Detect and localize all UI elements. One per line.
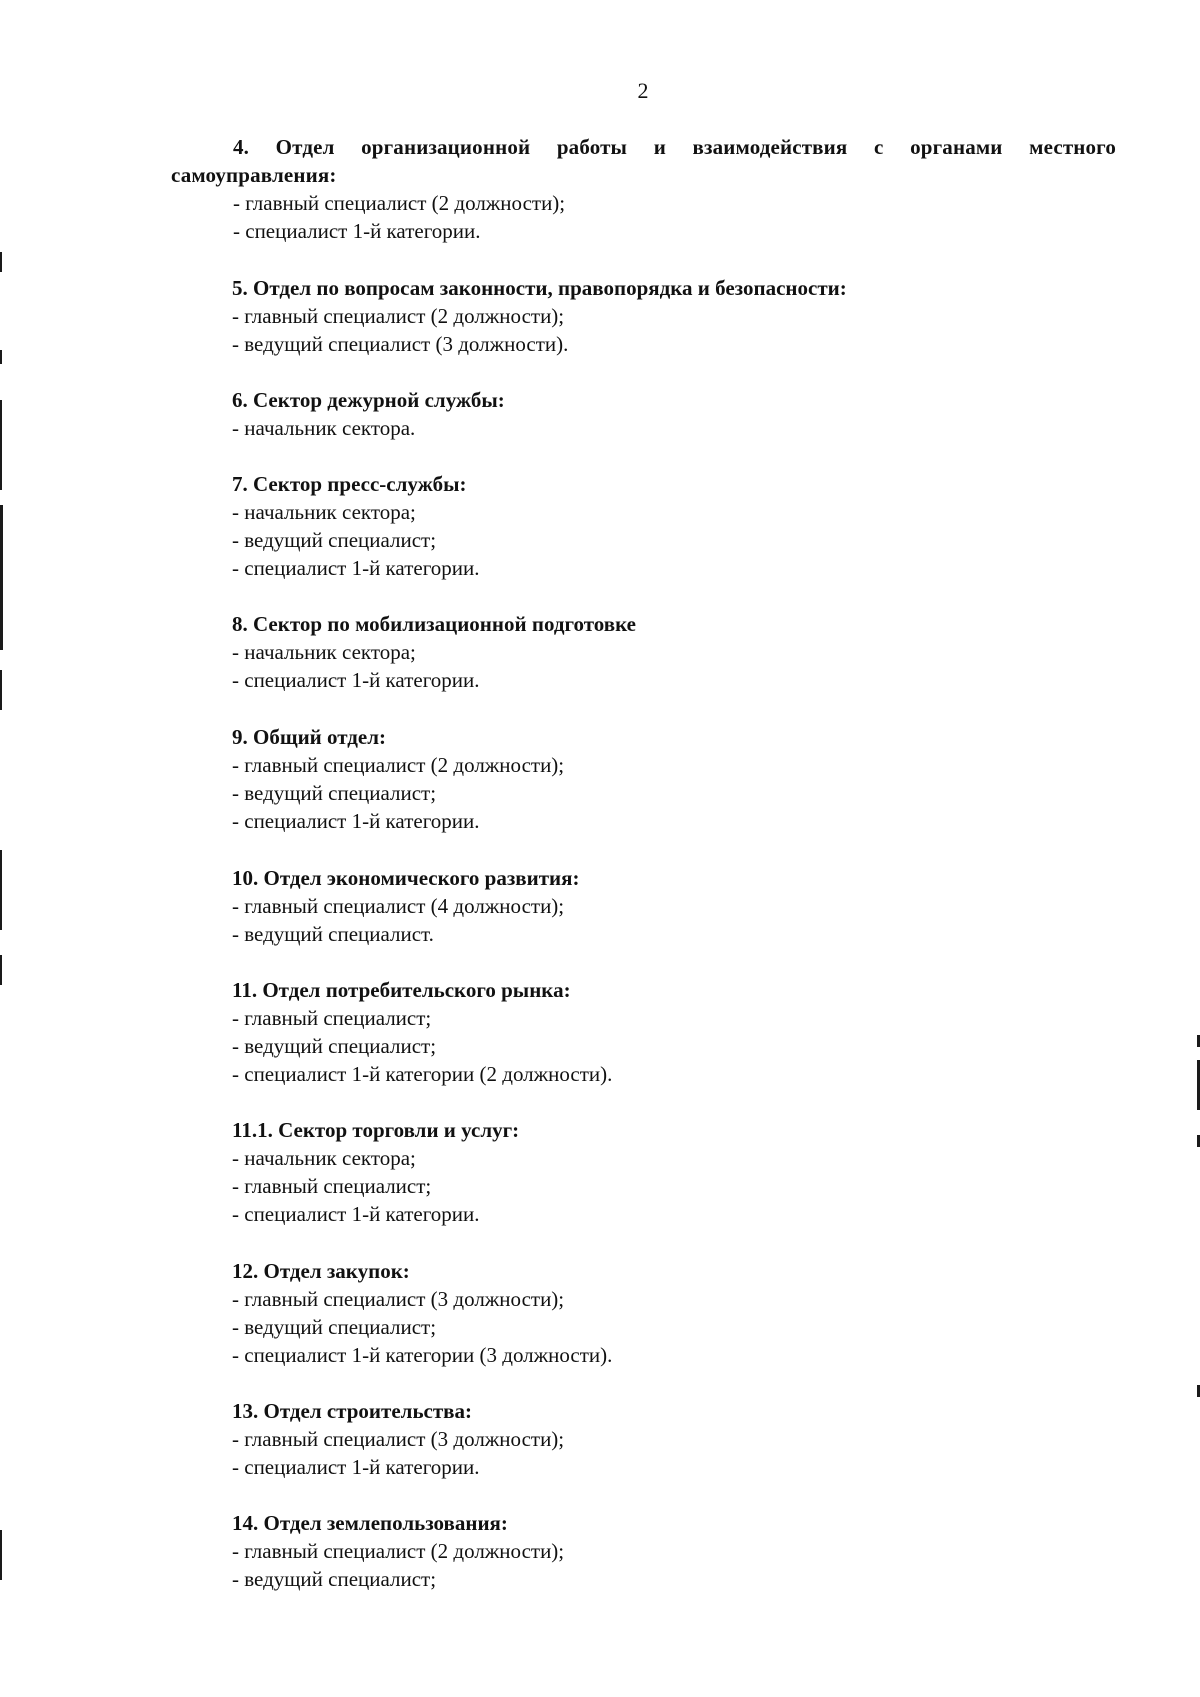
section-heading: 14. Отдел землепользования: [232, 1511, 508, 1535]
section-heading: 6. Сектор дежурной службы: [232, 388, 505, 412]
list-item: - ведущий специалист (3 должности). [232, 332, 569, 356]
list-item: - главный специалист (3 должности); [232, 1287, 565, 1311]
list-item: - главный специалист (2 должности); [232, 753, 565, 777]
section-13 [232, 1397, 1112, 1481]
list-item: - ведущий специалист; [232, 1034, 437, 1058]
section-10 [232, 864, 1112, 948]
list-item: - начальник сектора; [232, 500, 416, 524]
section-heading: 5. Отдел по вопросам законности, правопорядка и безопасности: [232, 276, 847, 300]
section-heading: 4. Отдел организационной работы и взаимодействия с органами местного самоуправления: [171, 135, 1116, 187]
scan-artifact [0, 1530, 2, 1580]
section-heading: 8. Сектор по мобилизационной подготовке [232, 612, 636, 636]
section-heading: 10. Отдел экономического развития: [232, 866, 580, 890]
list-item: - ведущий специалист; [232, 1315, 437, 1339]
list-item: - начальник сектора; [232, 1146, 416, 1170]
list-item: - главный специалист (2 должности); [232, 1539, 565, 1563]
list-item: - главный специалист; [232, 1006, 432, 1030]
list-item: - ведущий специалист; [232, 781, 437, 805]
list-item: - ведущий специалист. [232, 922, 434, 946]
section-6 [232, 386, 1112, 442]
list-item: - начальник сектора. [232, 416, 416, 440]
section-heading: 11. Отдел потребительского рынка: [232, 978, 571, 1002]
list-item: - ведущий специалист; [232, 528, 437, 552]
section-5 [232, 274, 1112, 358]
list-item: - начальник сектора; [232, 640, 416, 664]
section-11 [232, 976, 1112, 1088]
section-heading: 9. Общий отдел: [232, 725, 386, 749]
scan-artifact [0, 350, 2, 364]
section-heading: 12. Отдел закупок: [232, 1259, 410, 1283]
section-14 [232, 1509, 1112, 1593]
scan-artifact [0, 252, 2, 272]
list-item: - специалист 1-й категории. [232, 556, 480, 580]
list-item: - специалист 1-й категории. [232, 1202, 480, 1226]
scan-artifact [0, 955, 2, 985]
section-12 [232, 1257, 1112, 1369]
section-8 [232, 610, 1112, 694]
list-item: - специалист 1-й категории. [232, 668, 480, 692]
list-item: - главный специалист (2 должности); [233, 191, 566, 215]
list-item: - главный специалист (3 должности); [232, 1427, 565, 1451]
list-item: - специалист 1-й категории. [232, 1455, 480, 1479]
section-4 [171, 133, 1116, 245]
section-11-1 [232, 1116, 1112, 1228]
list-item: - специалист 1-й категории. [233, 219, 481, 243]
list-item: - главный специалист; [232, 1174, 432, 1198]
section-heading: 11.1. Сектор торговли и услуг: [232, 1118, 520, 1142]
scan-artifact [0, 850, 2, 930]
section-7 [232, 470, 1112, 582]
list-item: - главный специалист (2 должности); [232, 304, 565, 328]
section-heading: 7. Сектор пресс-службы: [232, 472, 467, 496]
list-item: - специалист 1-й категории (3 должности). [232, 1343, 613, 1367]
list-item: - ведущий специалист; [232, 1567, 437, 1591]
scan-artifact [0, 400, 2, 490]
scan-artifact [0, 505, 3, 650]
scan-artifact [0, 670, 2, 710]
section-heading: 13. Отдел строительства: [232, 1399, 473, 1423]
list-item: - специалист 1-й категории. [232, 809, 480, 833]
section-9 [232, 723, 1112, 835]
list-item: - специалист 1-й категории (2 должности). [232, 1062, 613, 1086]
page-number: 2 [637, 78, 649, 103]
list-item: - главный специалист (4 должности); [232, 894, 565, 918]
